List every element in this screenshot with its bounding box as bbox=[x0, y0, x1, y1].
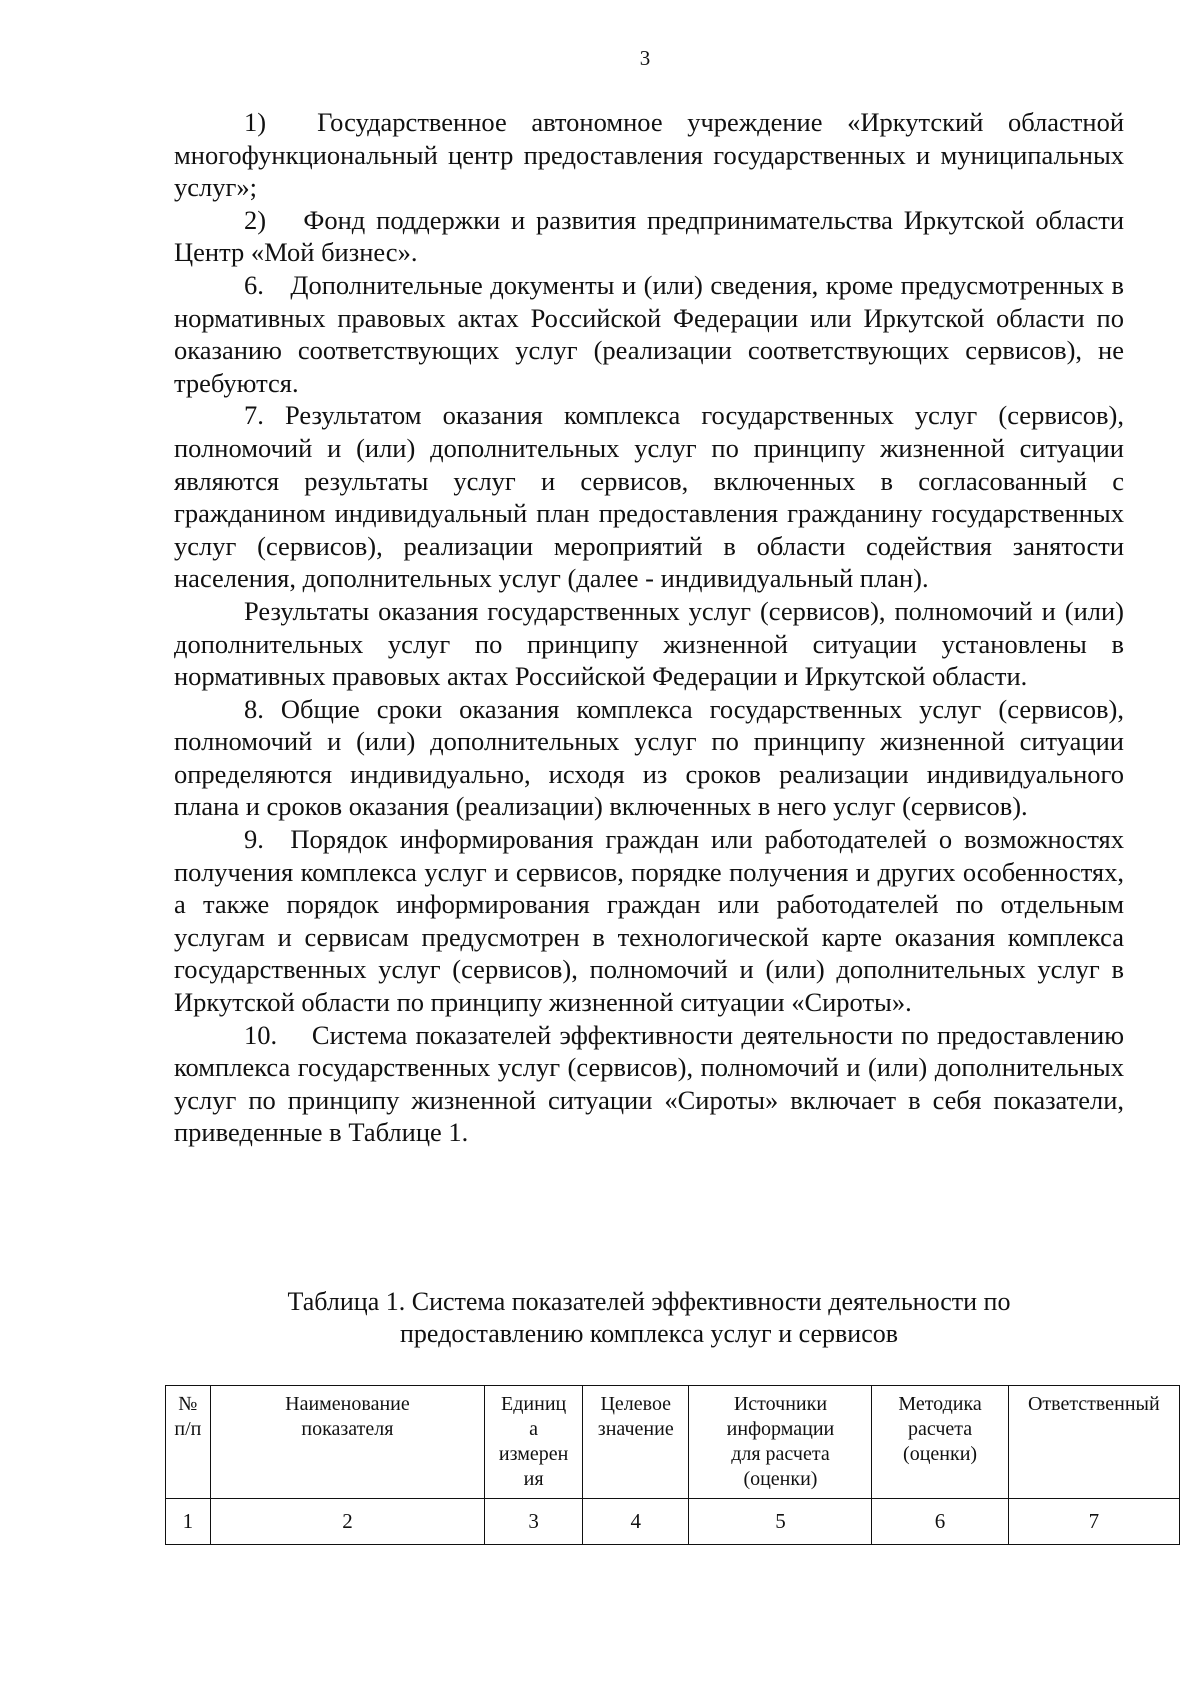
header-sources: Источники информации для расчета (оценки) bbox=[689, 1386, 872, 1499]
table-caption bbox=[174, 1286, 1124, 1350]
table-caption-line-1: Таблица 1. Система показателей эффективности деятельности по bbox=[287, 1287, 1011, 1316]
paragraph-8: 8. Общие сроки оказания комплекса государственных услуг (сервисов), полномочий и (или) дополнительных услуг по принципу жизненной ситуации определяются индивидуально, исходя из сроков реализации индивидуального плана и сроков оказания (реализации) включенных в него услуг (сервисов). bbox=[174, 693, 1124, 822]
table-cell: 5 bbox=[689, 1499, 872, 1545]
page-number: 3 bbox=[639, 46, 651, 70]
header-target-value: Целевое значение bbox=[583, 1386, 689, 1499]
paragraph-7-results: Результаты оказания государственных услуг (сервисов), полномочий и (или) дополнительных услуг по принципу жизненной ситуации установлены в нормативных правовых актах Российской Федерации и Иркутской области. bbox=[174, 595, 1124, 692]
paragraph-1: 1) Государственное автономное учреждение «Иркутский областной многофункциональный центр предоставления государственных и муниципальных услуг»; bbox=[174, 107, 1124, 203]
paragraph-10: 10. Система показателей эффективности деятельности по предоставлению комплекса государственных услуг (сервисов), полномочий и (или) дополнительных услуг по принципу жизненной ситуации «Сироты» включает в себя показатели, приведенные в Таблице 1. bbox=[174, 1019, 1124, 1148]
indicators-table bbox=[165, 1385, 1180, 1545]
table-cell: 6 bbox=[872, 1499, 1008, 1545]
table-cell: 3 bbox=[485, 1499, 583, 1545]
table-cell: 7 bbox=[1008, 1499, 1179, 1545]
header-responsible: Ответственный bbox=[1008, 1386, 1179, 1499]
paragraph-9: 9. Порядок информирования граждан или работодателей о возможностях получения комплекса услуг и сервисов, порядке получения и других особенностях, а также порядок информирования граждан или работодателей по отдельным услугам и сервисам предусмотрен в технологической карте оказания комплекса государственных услуг (сервисов), полномочий и (или) дополнительных услуг в Иркутской области по принципу жизненной ситуации «Сироты». bbox=[174, 824, 1124, 1018]
document-body bbox=[174, 106, 1124, 1149]
table-cell: 2 bbox=[210, 1499, 485, 1545]
table-caption-line-2: предоставлению комплекса услуг и сервисов bbox=[399, 1319, 899, 1348]
header-method: Методика расчета (оценки) bbox=[872, 1386, 1008, 1499]
table-header-row bbox=[166, 1386, 1180, 1499]
table-row bbox=[166, 1499, 1180, 1545]
header-number: № п/п bbox=[166, 1386, 211, 1499]
header-unit: Единиц а измерен ия bbox=[485, 1386, 583, 1499]
paragraph-2: 2) Фонд поддержки и развития предпринимательства Иркутской области Центр «Мой бизнес». bbox=[174, 204, 1124, 268]
table-cell: 1 bbox=[166, 1499, 211, 1545]
header-indicator-name: Наименование показателя bbox=[210, 1386, 485, 1499]
paragraph-6: 6. Дополнительные документы и (или) сведения, кроме предусмотренных в нормативных правовых актах Российской Федерации или Иркутской области по оказанию соответствующих услуг (реализации соответствующих сервисов), не требуются. bbox=[174, 269, 1124, 398]
paragraph-7: 7. Результатом оказания комплекса государственных услуг (сервисов), полномочий и (или) дополнительных услуг по принципу жизненной ситуации являются результаты услуг и сервисов, включенных в согласованный с гражданином индивидуальный план предоставления гражданину государственных услуг (сервисов), реализации мероприятий в области содействия занятости населения, дополнительных услуг (далее - индивидуальный план). bbox=[174, 400, 1124, 594]
table-cell: 4 bbox=[583, 1499, 689, 1545]
